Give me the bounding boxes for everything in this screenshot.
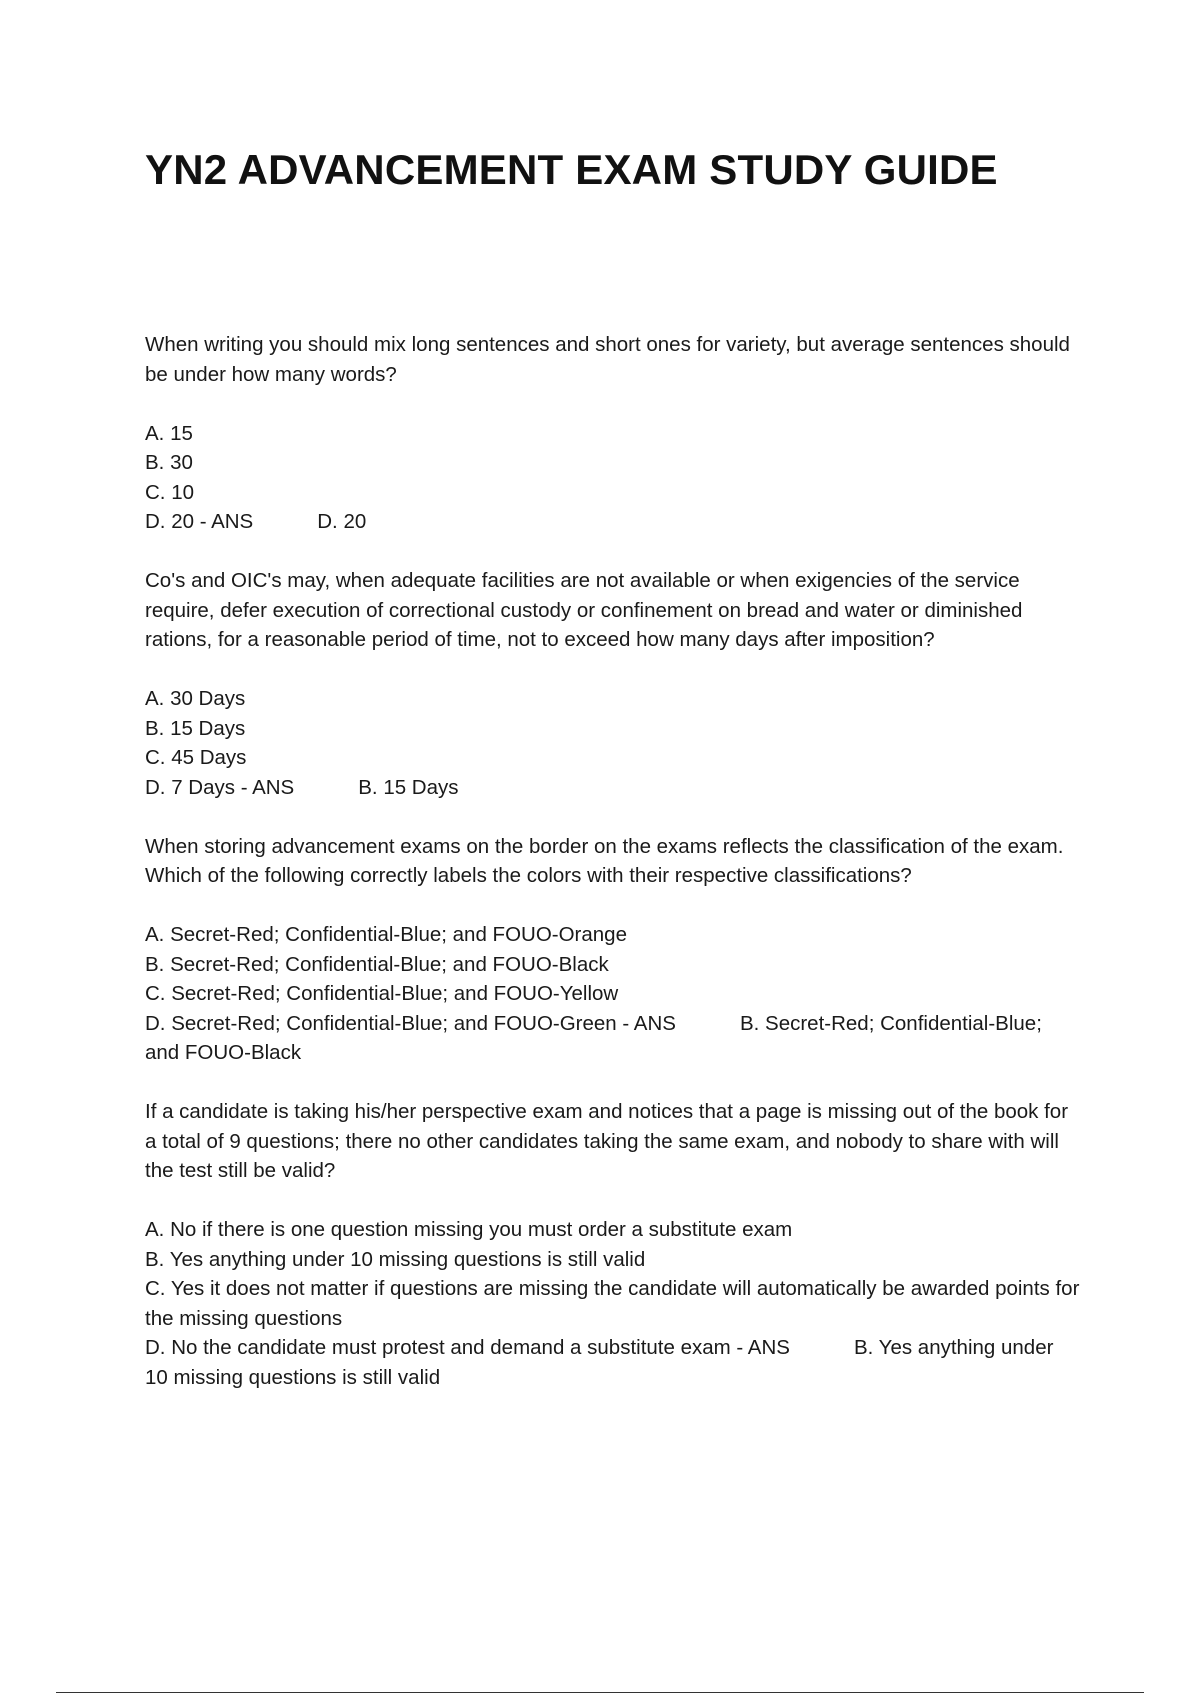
answer-line [145, 507, 1080, 537]
option-a: A. 15 [145, 421, 193, 445]
question-3 [145, 832, 1080, 1068]
option-c: C. 10 [145, 480, 194, 504]
option-a: A. Secret-Red; Confidential-Blue; and FOUO-Orange [145, 923, 627, 946]
answer-line [145, 1333, 1080, 1392]
question-1 [145, 330, 1080, 537]
option-b: B. Yes anything under 10 missing questions is still valid [145, 1247, 646, 1271]
option-c: C. 45 Days [145, 746, 247, 769]
option-d: D. 7 Days - ANS [145, 775, 295, 799]
answer-line [145, 773, 1080, 803]
answer-line [145, 1009, 1080, 1068]
option-d: D. No the candidate must protest and demand a substitute exam - ANS [145, 1336, 790, 1359]
correct-answer: B. 15 Days [358, 775, 459, 799]
question-prompt: Co's and OIC's may, when adequate facilities are not available or when exigencies of the service require, defer execution of correctional custody or confinement on bread and water or diminished rations, for a reasonable period of time, not to exceed how many days after imposition? [145, 569, 1023, 651]
question-4 [145, 1097, 1080, 1392]
option-d: D. 20 - ANS [145, 510, 254, 533]
option-a: A. 30 Days [145, 687, 246, 710]
option-b: B. 15 Days [145, 716, 246, 740]
correct-answer: B. Secret-Red; Confidential-Blue; and FOUO-Black [145, 1011, 1042, 1064]
question-prompt: When storing advancement exams on the border on the exams reflects the classification of the exam. Which of the following correctly labels the colors with their respective classifications? [145, 834, 1064, 887]
question-2 [145, 566, 1080, 802]
question-prompt: If a candidate is taking his/her perspective exam and notices that a page is missing out of the book for a total of 9 questions; there no other candidates taking the same exam, and nobody to share with will the test still be valid? [145, 1100, 1069, 1182]
document-title: YN2 ADVANCEMENT EXAM STUDY GUIDE [145, 146, 998, 193]
option-b: B. 30 [145, 451, 193, 474]
correct-answer: D. 20 [317, 510, 367, 533]
option-b: B. Secret-Red; Confidential-Blue; and FOUO-Black [145, 952, 609, 976]
option-a: A. No if there is one question missing you must order a substitute exam [145, 1218, 793, 1241]
correct-answer: B. Yes anything under 10 missing questions is still valid [145, 1336, 1054, 1389]
option-d: D. Secret-Red; Confidential-Blue; and FOUO-Green - ANS [145, 1011, 676, 1035]
question-prompt: When writing you should mix long sentences and short ones for variety, but average sentences should be under how many words? [145, 333, 1070, 386]
option-c: C. Yes it does not matter if questions are missing the candidate will automatically be awarded points for the missing questions [145, 1277, 1080, 1330]
question-list [145, 330, 1080, 1422]
footer-divider [56, 1692, 1144, 1693]
option-c: C. Secret-Red; Confidential-Blue; and FOUO-Yellow [145, 982, 619, 1005]
